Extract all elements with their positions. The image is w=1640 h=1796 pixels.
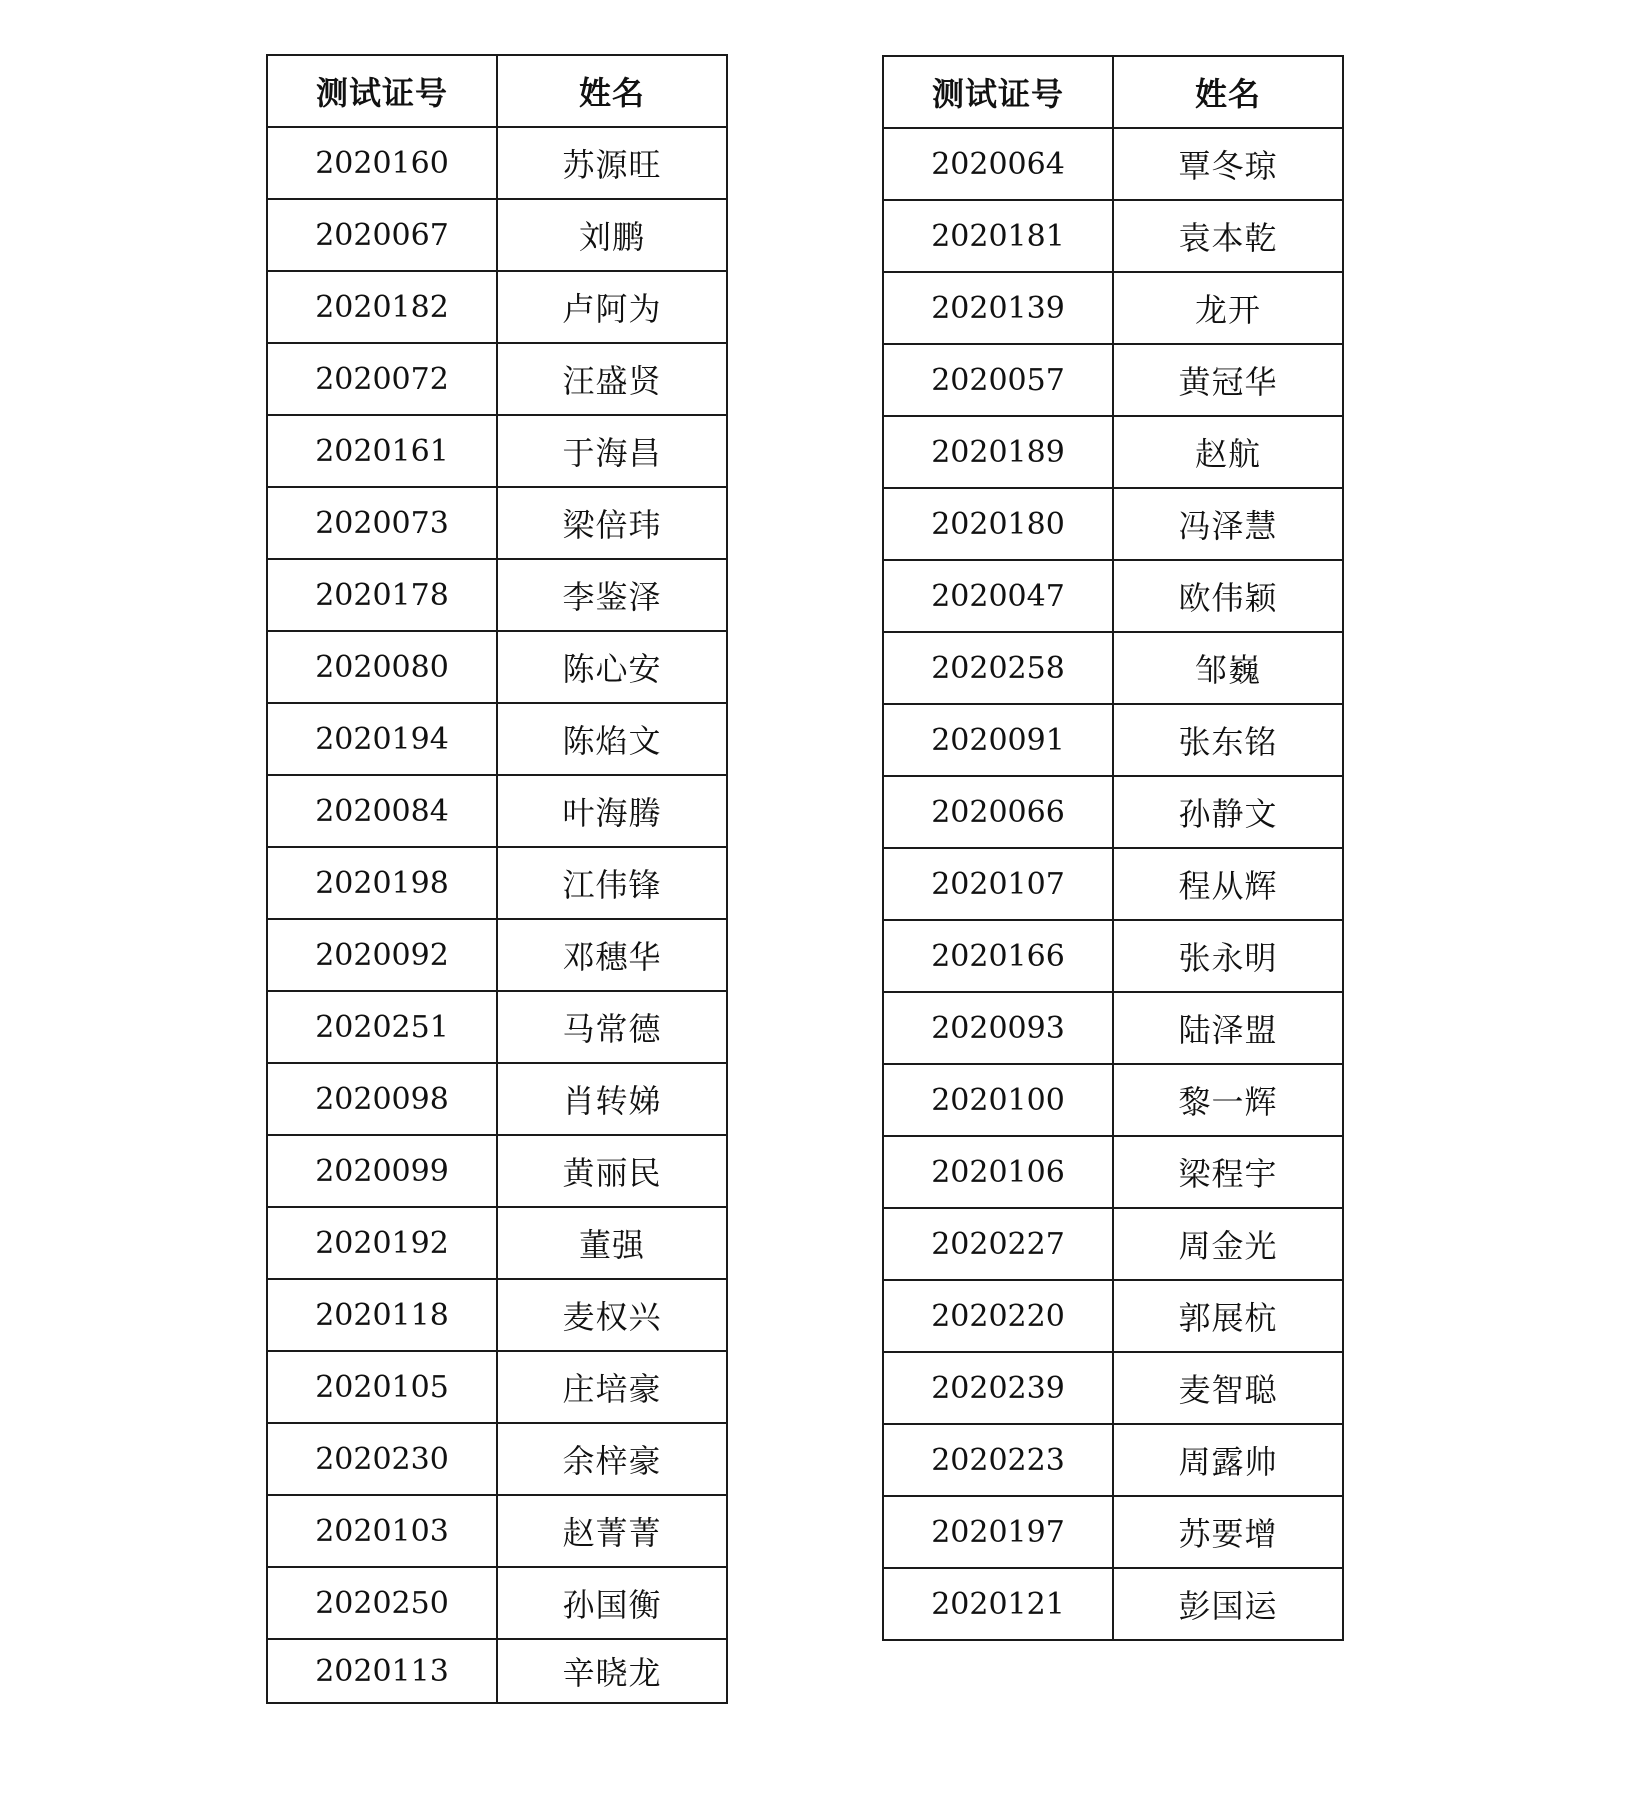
name-cell: 苏要增 — [1113, 1496, 1343, 1568]
table-row — [267, 343, 727, 415]
name-cell: 覃冬琼 — [1113, 128, 1343, 200]
test-id-cell: 2020230 — [267, 1423, 497, 1495]
test-id-cell: 2020098 — [267, 1063, 497, 1135]
name-cell: 彭国运 — [1113, 1568, 1343, 1640]
name-cell: 张永明 — [1113, 920, 1343, 992]
name-cell: 庄培豪 — [497, 1351, 727, 1423]
table-row — [267, 199, 727, 271]
table-row — [883, 776, 1343, 848]
test-id-cell: 2020072 — [267, 343, 497, 415]
name-cell: 黎一辉 — [1113, 1064, 1343, 1136]
table-row — [883, 1424, 1343, 1496]
name-cell: 苏源旺 — [497, 127, 727, 199]
name-cell: 周露帅 — [1113, 1424, 1343, 1496]
name-cell: 陈焰文 — [497, 703, 727, 775]
name-cell: 邹巍 — [1113, 632, 1343, 704]
table-row — [267, 1351, 727, 1423]
table-row — [267, 703, 727, 775]
test-id-cell: 2020073 — [267, 487, 497, 559]
column-header-name: 姓名 — [1113, 56, 1343, 128]
test-id-cell: 2020091 — [883, 704, 1113, 776]
test-id-cell: 2020047 — [883, 560, 1113, 632]
table-row — [883, 1352, 1343, 1424]
name-cell: 周金光 — [1113, 1208, 1343, 1280]
name-cell: 龙开 — [1113, 272, 1343, 344]
column-header-test-id: 测试证号 — [267, 55, 497, 127]
table-row — [267, 271, 727, 343]
test-id-cell: 2020084 — [267, 775, 497, 847]
test-id-cell: 2020180 — [883, 488, 1113, 560]
table-row — [267, 127, 727, 199]
table-row — [883, 560, 1343, 632]
table-row — [267, 991, 727, 1063]
name-cell: 马常德 — [497, 991, 727, 1063]
test-id-cell: 2020189 — [883, 416, 1113, 488]
table-row — [883, 1280, 1343, 1352]
table-row — [883, 128, 1343, 200]
name-cell: 郭展杭 — [1113, 1280, 1343, 1352]
table-row — [267, 1279, 727, 1351]
test-id-cell: 2020194 — [267, 703, 497, 775]
column-header-name: 姓名 — [497, 55, 727, 127]
name-cell: 赵航 — [1113, 416, 1343, 488]
name-cell: 陆泽盟 — [1113, 992, 1343, 1064]
name-cell: 于海昌 — [497, 415, 727, 487]
table-row — [883, 1496, 1343, 1568]
test-id-cell: 2020099 — [267, 1135, 497, 1207]
table-row — [267, 1495, 727, 1567]
table-row — [267, 919, 727, 991]
test-id-cell: 2020182 — [267, 271, 497, 343]
table-row — [883, 632, 1343, 704]
test-id-cell: 2020161 — [267, 415, 497, 487]
name-cell: 李鉴泽 — [497, 559, 727, 631]
table-row — [883, 488, 1343, 560]
name-cell: 欧伟颖 — [1113, 560, 1343, 632]
roster-table-left — [266, 54, 728, 1704]
test-id-cell: 2020080 — [267, 631, 497, 703]
name-cell: 梁倍玮 — [497, 487, 727, 559]
name-cell: 麦智聪 — [1113, 1352, 1343, 1424]
test-id-cell: 2020118 — [267, 1279, 497, 1351]
table-row — [883, 920, 1343, 992]
test-id-cell: 2020057 — [883, 344, 1113, 416]
test-id-cell: 2020181 — [883, 200, 1113, 272]
table-row — [883, 344, 1343, 416]
test-id-cell: 2020250 — [267, 1567, 497, 1639]
name-cell: 汪盛贤 — [497, 343, 727, 415]
name-cell: 张东铭 — [1113, 704, 1343, 776]
test-id-cell: 2020160 — [267, 127, 497, 199]
test-id-cell: 2020092 — [267, 919, 497, 991]
name-cell: 冯泽慧 — [1113, 488, 1343, 560]
test-id-cell: 2020121 — [883, 1568, 1113, 1640]
table-row — [267, 1207, 727, 1279]
name-cell: 江伟锋 — [497, 847, 727, 919]
table-row — [267, 1063, 727, 1135]
table-body-left — [267, 127, 727, 1703]
test-id-cell: 2020066 — [883, 776, 1113, 848]
name-cell: 赵菁菁 — [497, 1495, 727, 1567]
name-cell: 肖转娣 — [497, 1063, 727, 1135]
table-row — [883, 1208, 1343, 1280]
name-cell: 黄冠华 — [1113, 344, 1343, 416]
column-header-test-id: 测试证号 — [883, 56, 1113, 128]
test-id-cell: 2020100 — [883, 1064, 1113, 1136]
test-id-cell: 2020106 — [883, 1136, 1113, 1208]
name-cell: 余梓豪 — [497, 1423, 727, 1495]
table-row — [883, 416, 1343, 488]
test-id-cell: 2020139 — [883, 272, 1113, 344]
test-id-cell: 2020239 — [883, 1352, 1113, 1424]
name-cell: 麦权兴 — [497, 1279, 727, 1351]
table-row — [883, 992, 1343, 1064]
name-cell: 梁程宇 — [1113, 1136, 1343, 1208]
test-id-cell: 2020105 — [267, 1351, 497, 1423]
test-id-cell: 2020103 — [267, 1495, 497, 1567]
table-row — [883, 1136, 1343, 1208]
test-id-cell: 2020197 — [883, 1496, 1113, 1568]
name-cell: 卢阿为 — [497, 271, 727, 343]
name-cell: 辛晓龙 — [497, 1639, 727, 1703]
table-row — [883, 848, 1343, 920]
name-cell: 黄丽民 — [497, 1135, 727, 1207]
roster-table-right — [882, 55, 1344, 1641]
test-id-cell: 2020064 — [883, 128, 1113, 200]
table-row — [267, 1639, 727, 1703]
table-row — [267, 1567, 727, 1639]
test-id-cell: 2020192 — [267, 1207, 497, 1279]
table-header-row — [267, 55, 727, 127]
test-id-cell: 2020258 — [883, 632, 1113, 704]
table-row — [267, 1135, 727, 1207]
table-row — [267, 847, 727, 919]
test-id-cell: 2020067 — [267, 199, 497, 271]
name-cell: 孙静文 — [1113, 776, 1343, 848]
table-row — [883, 272, 1343, 344]
name-cell: 刘鹏 — [497, 199, 727, 271]
table-row — [883, 200, 1343, 272]
test-id-cell: 2020220 — [883, 1280, 1113, 1352]
name-cell: 陈心安 — [497, 631, 727, 703]
table-header-row — [883, 56, 1343, 128]
name-cell: 程从辉 — [1113, 848, 1343, 920]
table-row — [267, 1423, 727, 1495]
test-id-cell: 2020178 — [267, 559, 497, 631]
table-row — [267, 559, 727, 631]
table-row — [267, 487, 727, 559]
test-id-cell: 2020198 — [267, 847, 497, 919]
test-id-cell: 2020113 — [267, 1639, 497, 1703]
name-cell: 袁本乾 — [1113, 200, 1343, 272]
test-id-cell: 2020093 — [883, 992, 1113, 1064]
name-cell: 叶海腾 — [497, 775, 727, 847]
name-cell: 邓穗华 — [497, 919, 727, 991]
test-id-cell: 2020107 — [883, 848, 1113, 920]
table-body-right — [883, 128, 1343, 1640]
table-row — [267, 415, 727, 487]
table-row — [883, 1568, 1343, 1640]
test-id-cell: 2020227 — [883, 1208, 1113, 1280]
name-cell: 孙国衡 — [497, 1567, 727, 1639]
test-id-cell: 2020166 — [883, 920, 1113, 992]
test-id-cell: 2020251 — [267, 991, 497, 1063]
table-row — [267, 631, 727, 703]
name-cell: 董强 — [497, 1207, 727, 1279]
table-row — [883, 704, 1343, 776]
test-id-cell: 2020223 — [883, 1424, 1113, 1496]
table-row — [267, 775, 727, 847]
table-row — [883, 1064, 1343, 1136]
